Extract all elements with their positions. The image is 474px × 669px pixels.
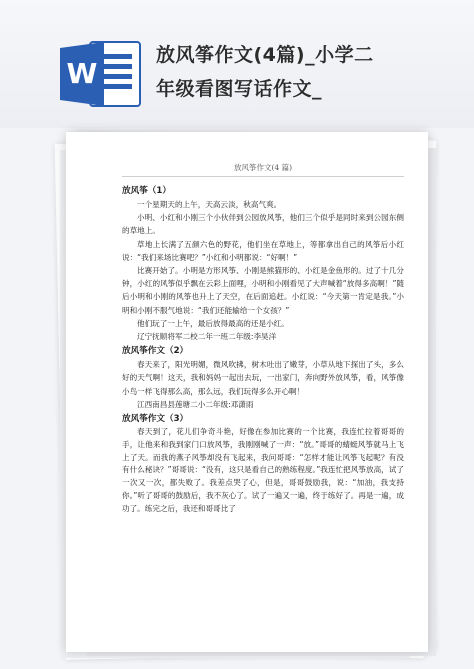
paragraph: 春天到了，花儿们争奇斗艳，好像在参加比赛的一个比赛，我连忙拉着哥哥的手，让他来和我到家门口放风筝，我刚刚喊了一声：“放。”哥哥的蜻蜓风筝就马上飞上了天。而我的燕子风筝却没有飞起来，我问哥哥：“怎样才能让风筝飞起呢？有没有什么秘诀？”哥哥说：“没有，这只是看自己的熟练程度。”我连忙把风筝放高，试了一次又一次，都失败了。我差点哭了心，但是，哥哥鼓励我，说：“加油，我支持你。”听了哥哥的鼓励后，我不灰心了。试了一遍又一遍，终于练好了。再是一遍，成功了。练完之后，我还和哥哥比了 [122,427,404,513]
page-header: 放风筝作文(4 篇) [122,162,404,177]
paragraph: 比赛开始了。小明是方形风筝、小刚是熊猫形的、小红是金鱼形的。过了十几分钟，小红的风筝似乎飘在云彩上面哩，小明和小刚看见了大声喊着“放得多高啊！”随后小明和小刚的风筝也升上了天空，在后面追赶。小红说：“今天第一肯定是我。”小明和小刚不服气地说：“我们还能输给一个女孩？” [122,266,404,315]
document-title [156,38,466,106]
paragraph: 小明、小红和小刚三个小伙伴到公园放风筝，他们三个似乎是同时来到公园东侧的草地上。 [122,213,404,236]
title-line-2: 年级看图写话作文_ [156,78,323,100]
paragraph: 草地上长满了五颜六色的野花，他们坐在草地上，等都拿出自己的风筝后小红说：“我们来场比赛吧？”小红和小明都说：“好啊！” [122,239,404,262]
section-title: 放风筝作文（2） [122,346,189,357]
document-page [66,132,428,652]
word-document-icon [60,40,142,108]
paragraph: 他们玩了一上午，最后放得最高的还是小红。 [137,318,289,328]
page-content [122,162,404,516]
paragraph: 春天来了，阳光明媚，微风吹拂，树木吐出了嫩芽，小草从地下探出了头，多么好的天气啊！这天，我和妈妈一起出去玩，一出家门，奔向野外放风筝，看，风筝像小鸟一样飞得那么高，那么远，我们玩得多么开心啊！ [122,360,404,396]
author-line: 江西南昌县莲塘二小二年级:邓潇雨 [137,399,254,409]
svg-text:W: W [66,57,98,90]
author-line: 辽宁抚顺将军二校二年一班二年级:李昊洋 [137,332,277,342]
document-header [0,0,474,128]
section-title: 放风筝作文（3） [122,414,189,425]
section-title: 放风筝（1） [122,186,171,196]
title-line-1: 放风筝作文(4篇)_小学二 [156,44,374,66]
paragraph: 一个星期天的上午，天高云淡，秋高气爽。 [137,200,282,209]
